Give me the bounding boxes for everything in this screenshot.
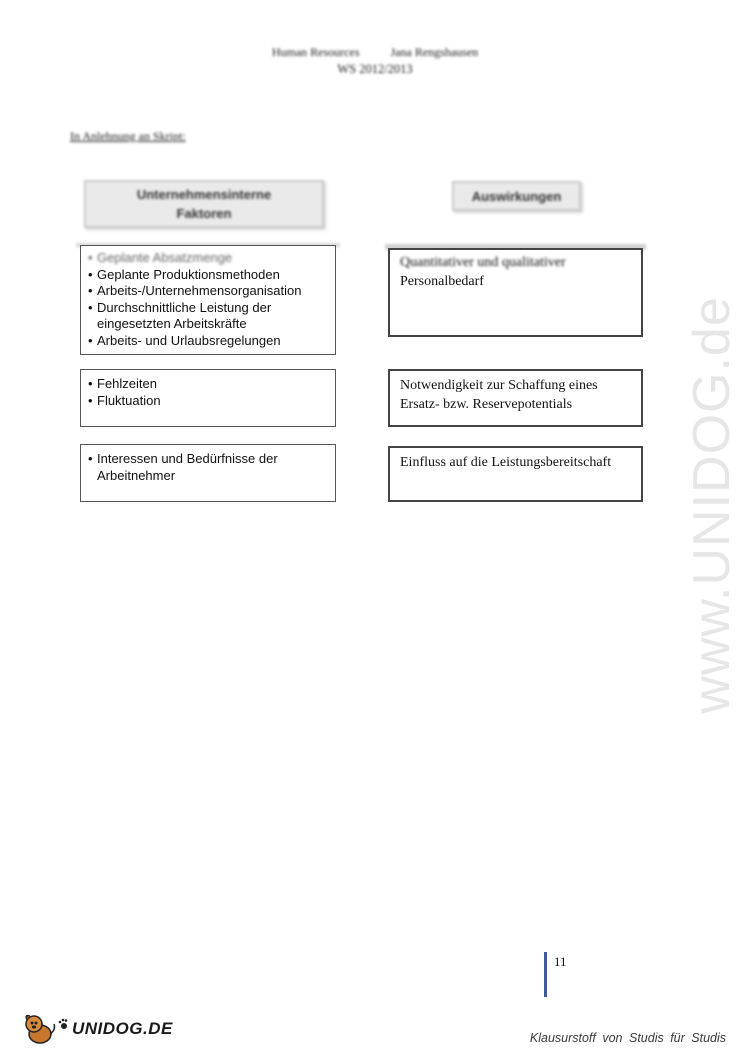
effect-text: Notwendigkeit zur Schaffung eines Ersatz- bzw. Reservepotentials (400, 378, 598, 412)
factors-box-1 (80, 245, 336, 355)
dog-icon (22, 1012, 58, 1046)
semester: WS 2012/2013 (337, 62, 413, 76)
page-number: 11 (554, 954, 567, 969)
effect-box-2 (388, 369, 643, 427)
factors-box-3 (80, 444, 336, 502)
effect-text: Einfluss auf die Leistungsbereitschaft (400, 455, 612, 470)
paw-icon (58, 1018, 70, 1030)
left-column-heading (84, 180, 324, 228)
right-column-heading (452, 181, 581, 211)
page-number-bar (544, 952, 547, 997)
course-title: Human Resources (271, 45, 360, 59)
watermark: www.UNIDOG.de (683, 296, 741, 714)
left-heading-text: Unternehmensinterne Faktoren (136, 187, 272, 221)
effect-text-line: Quantitativer und qualitativer (400, 255, 566, 270)
effect-box-3 (388, 446, 643, 502)
factor-item: • Interessen und Bedürfnisse der Arbeitnehmer (88, 451, 329, 484)
factor-item: • Durchschnittliche Leistung der eingesetzten Arbeitskräfte (88, 300, 329, 333)
factor-item: • Arbeits- und Urlaubsregelungen (88, 333, 329, 350)
page-header (0, 44, 750, 78)
right-heading-text: Auswirkungen (471, 188, 562, 204)
factor-item: • Geplante Produktionsmethoden (88, 267, 329, 284)
intro-text: In Anlehnung an Skript: (70, 129, 186, 143)
factor-item: • Fehlzeiten (88, 376, 329, 393)
unidog-logo[interactable] (22, 1012, 173, 1046)
footer-tagline: Klausurstoff von Studis für Studis (529, 1031, 726, 1045)
logo-text: UNIDOG.DE (72, 1019, 173, 1038)
effect-text-line: Personalbedarf (400, 274, 484, 289)
factor-item: • Fluktuation (88, 393, 329, 410)
factors-box-2 (80, 369, 336, 427)
author-name: Jana Rengshausen (390, 45, 479, 59)
factor-item: • Arbeits-/Unternehmensorganisation (88, 283, 329, 300)
effect-box-1 (388, 248, 643, 337)
factor-item: • Geplante Absatzmenge (88, 250, 329, 267)
